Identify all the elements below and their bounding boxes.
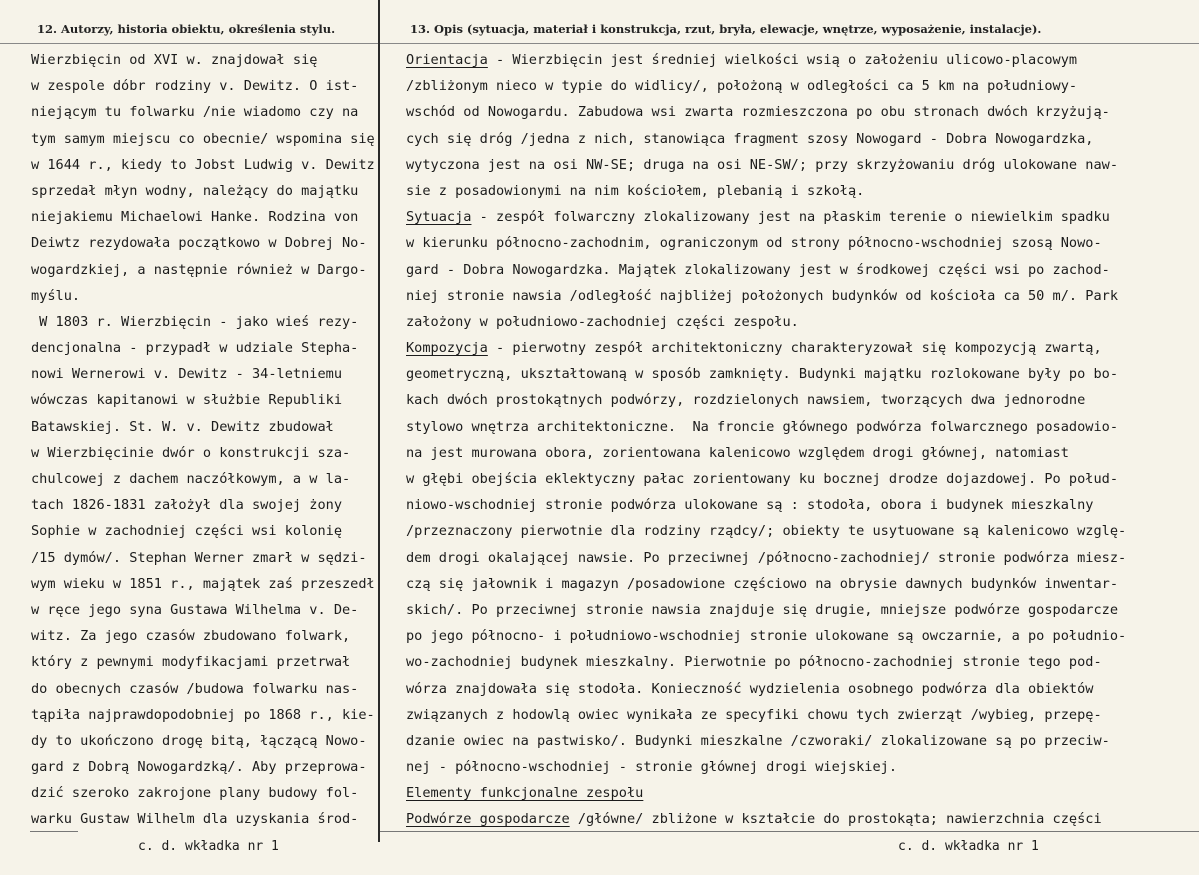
line-text: cych się dróg /jedna z nich, stanowiąca fragment szosy Nowogard - Dobra Nowogardzka, (406, 130, 1094, 147)
text-line (406, 806, 1196, 832)
text-line: warku Gustaw Wilhelm dla uzyskania środ- (31, 811, 359, 828)
section-13-header: 13. Opis (sytuacja, materiał i konstrukcja, rzut, bryła, elewacje, wnętrze, wyposażenie, instalacje). (410, 22, 1042, 36)
line-text: - zespół folwarczny zlokalizowany jest na płaskim terenie o niewielkim spadku (471, 209, 1110, 226)
text-line: dzić szeroko zakrojone plany budowy fol- (31, 785, 359, 802)
footer-rule-right (380, 831, 1199, 832)
text-line (406, 623, 1196, 649)
text-line (406, 492, 1196, 518)
text-line: który z pewnymi modyfikacjami przetrwał (31, 654, 351, 671)
text-line (406, 309, 1196, 335)
section-label: Kompozycja (406, 340, 488, 357)
text-line: niejakiemu Michaelowi Hanke. Rodzina von (31, 209, 359, 226)
text-line (406, 126, 1196, 152)
text-line (406, 702, 1196, 728)
section-label: Orientacja (406, 52, 488, 68)
text-line (406, 440, 1196, 466)
line-text: wschód od Nowogardu. Zabudowa wsi zwarta rozmieszczona po obu stronach dwóch krzyżują- (406, 104, 1110, 121)
text-line: dencjonalna - przypadł w udziale Stepha- (31, 340, 359, 357)
text-line (406, 73, 1196, 99)
line-text: /przeznaczony pierwotnie dla rodziny rządcy/; obiekty te usytuowane są kalenicowo wzglę- (406, 523, 1127, 540)
line-text: sie z posadowionymi na nim kościołem, plebanią i szkołą. (406, 182, 865, 199)
text-line: chulcowej z dachem naczółkowym, a w la- (31, 471, 351, 487)
line-text: założony w południowo-zachodniej części zespołu. (406, 313, 799, 330)
text-line (406, 518, 1196, 544)
text-line (406, 780, 1196, 806)
text-line: witz. Za jego czasów zbudowano folwark, (31, 628, 351, 645)
header-rule (0, 43, 1199, 44)
text-line (406, 676, 1196, 702)
line-text: na jest murowana obora, zorientowana kalenicowo względem drogi głównej, natomiast (406, 444, 1069, 461)
line-text: dem drogi okalającej nawsie. Po przeciwnej /północno-zachodniej/ stronie podwórza miesz- (406, 549, 1127, 566)
continuation-note-right: c. d. wkładka nr 1 (898, 839, 1039, 854)
text-line: myślu. (31, 287, 81, 304)
text-line (406, 466, 1196, 492)
line-text: niowo-wschodniej stronie podwórza ulokowane są : stodoła, obora i budynek mieszkalny (406, 497, 1094, 514)
text-line (406, 335, 1196, 361)
text-line: wogardzkiej, a następnie również w Dargo- (31, 261, 367, 278)
text-line: do obecnych czasów /budowa folwarku nas- (31, 680, 359, 697)
text-line: Wierzbięcin od XVI w. znajdował się (31, 52, 318, 68)
text-line: Deiwtz rezydowała początkowo w Dobrej No- (31, 235, 367, 252)
line-text: wytyczona jest na osi NW-SE; druga na osi NE-SW/; przy skrzyżowaniu dróg ulokowane naw- (406, 156, 1119, 173)
text-line: gard z Dobrą Nowogardzką/. Aby przeprowa- (31, 759, 367, 776)
line-text: /główne/ zbliżone w kształcie do prostokąta; nawierzchnia części (569, 811, 1102, 828)
text-line (406, 47, 1196, 73)
text-line (406, 152, 1196, 178)
text-line: w ręce jego syna Gustawa Wilhelma v. De- (31, 601, 359, 618)
text-line: dy to ukończono drogę bitą, łączącą Nowo- (31, 732, 367, 749)
line-text: po jego północno- i południowo-wschodniej stronie ulokowane są owczarnie, a po południo- (406, 628, 1127, 645)
line-text: skich/. Po przeciwnej stronie nawsia znajduje się drugie, mniejsze podwórze gospodarcze (406, 601, 1119, 618)
text-line: tym samym miejscu co obecnie/ wspomina się (31, 130, 375, 147)
text-line (406, 414, 1196, 440)
line-text: - Wierzbięcin jest średniej wielkości wsią o założeniu ulicowo-placowym (487, 52, 1078, 68)
text-line (406, 204, 1196, 230)
line-text: kach dwóch prostokątnych podwórzy, rozdzielonych nawsiem, tworzących dwa jednorodne (406, 392, 1086, 409)
text-line (406, 257, 1196, 283)
text-line: w zespole dóbr rodziny v. Dewitz. O ist- (31, 78, 359, 95)
text-line: tąpiła najprawdopodobniej po 1868 r., kie- (31, 706, 375, 723)
text-line (406, 649, 1196, 675)
line-text: geometryczną, ukształtowaną w sposób zamknięty. Budynki majątku rozlokowane były po bo- (406, 366, 1119, 383)
line-text: czą się jałownik i magazyn /posadowione częściowo na obrysie dawnych budynków inwentar- (406, 575, 1119, 592)
text-line (406, 99, 1196, 125)
section-label: Podwórze gospodarcze (406, 811, 570, 828)
line-text: nej - północno-wschodniej - stronie głównej drogi wiejskiej. (406, 759, 898, 776)
text-line (406, 283, 1196, 309)
line-text: w kierunku północno-zachodnim, ograniczonym od strony północno-wschodniej szosą Nowo- (406, 235, 1102, 252)
text-line: wówczas kapitanowi w służbie Republiki (31, 392, 342, 409)
text-line: /15 dymów/. Stephan Werner zmarł w sędzi- (31, 549, 367, 566)
text-line: Sophie w zachodniej części wsi kolonię (31, 523, 342, 540)
text-line: nowi Wernerowi v. Dewitz - 34-letniemu (31, 366, 342, 383)
text-line (406, 387, 1196, 413)
text-line (406, 728, 1196, 754)
line-text: dzanie owiec na pastwisko/. Budynki mieszkalne /czworaki/ zlokalizowane są po przeciw- (406, 732, 1110, 749)
line-text: wo-zachodniej budynek mieszkalny. Pierwotnie po północno-zachodniej stronie tego pod- (406, 654, 1102, 671)
continuation-note-left: c. d. wkładka nr 1 (138, 839, 279, 854)
text-line: wym wieku w 1851 r., majątek zaś przeszedł (31, 575, 375, 592)
text-line (406, 361, 1196, 387)
history-text-column (31, 47, 383, 833)
text-line (406, 597, 1196, 623)
text-line (406, 571, 1196, 597)
line-text: /zbliżonym nieco w typie do widlicy/, położoną w odległości ca 5 km na południowy- (406, 78, 1078, 95)
text-line: tach 1826-1831 założył dla swojej żony (31, 497, 342, 514)
text-line: w Wierzbięcinie dwór o konstrukcji sza- (31, 444, 351, 461)
text-line: w 1644 r., kiedy to Jobst Ludwig v. Dewitz (31, 156, 375, 173)
text-line (406, 754, 1196, 780)
line-text: stylowo wnętrza architektoniczne. Na froncie głównego podwórza folwarcznego posadowio- (406, 418, 1119, 435)
text-line (406, 230, 1196, 256)
line-text: wórza znajdowała się stodoła. Konieczność wydzielenia osobnego podwórza dla obiektów (406, 680, 1094, 697)
section-12-header: 12. Autorzy, historia obiektu, określenia stylu. (37, 22, 336, 36)
line-text: w głębi obejścia eklektyczny pałac zorientowany ku bocznej drodze dojazdowej. Po połud- (406, 471, 1119, 487)
description-text-column (406, 47, 1196, 833)
text-line (406, 545, 1196, 571)
text-line: niejącym tu folwarku /nie wiadomo czy na (31, 104, 359, 121)
line-text: niej stronie nawsia /odległość najbliżej położonych budynków od kościoła ca 50 m/. Park (406, 287, 1119, 304)
text-line: W 1803 r. Wierzbięcin - jako wieś rezy- (31, 313, 359, 330)
text-line: Batawskiej. St. W. v. Dewitz zbudował (31, 418, 334, 435)
line-text: gard - Dobra Nowogardzka. Majątek zlokalizowany jest w środkowej części wsi po zachod- (406, 261, 1110, 278)
line-text: związanych z hodowlą owiec wynikała ze specyfiki chowu tych zwierząt /wybieg, przepę- (406, 706, 1102, 723)
section-label: Elementy funkcjonalne zespołu (406, 785, 644, 802)
text-line (406, 178, 1196, 204)
section-label: Sytuacja (406, 209, 472, 226)
line-text: - pierwotny zespół architektoniczny charakteryzował się kompozycją zwartą, (487, 340, 1102, 357)
text-line: sprzedał młyn wodny, należący do majątku (31, 182, 359, 199)
footer-rule-left (30, 831, 78, 832)
